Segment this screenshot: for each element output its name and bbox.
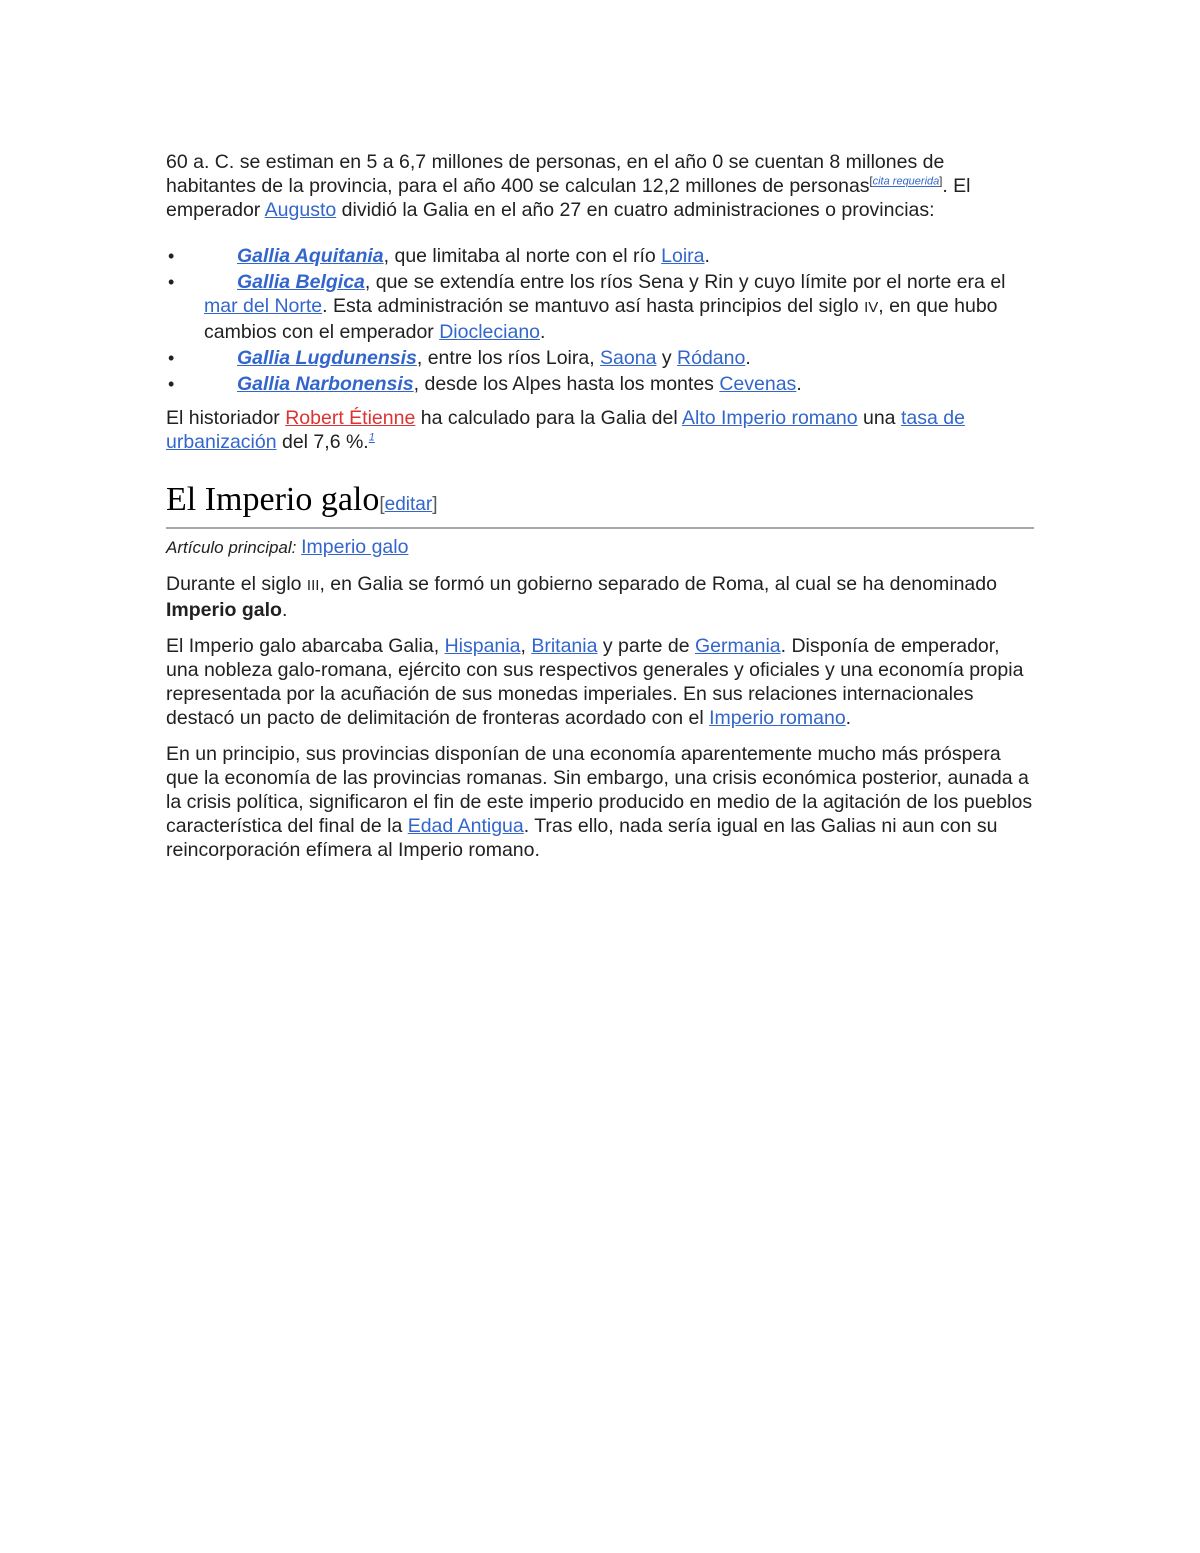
paragraph-formation [166,572,1034,622]
paragraph-text: El Imperio galo abarcaba Galia, [166,635,445,657]
citation-needed: [cita requerida] [869,175,943,188]
paragraph-text: Durante el siglo [166,573,307,595]
paragraph-text: , en Galia se formó un gobierno separado de Roma, al cual se ha denominado [319,573,997,595]
edit-link[interactable]: editar [384,494,433,515]
link-tasa-de-urbanizacion[interactable]: tasa de urbanización [166,407,965,453]
provinces-list [166,244,1034,396]
link-germania[interactable]: Germania [695,635,781,657]
century-numeral: III [306,577,320,594]
list-item [166,372,1034,396]
link-mar-del-norte[interactable]: mar del Norte [204,295,323,317]
list-item [166,346,1034,370]
list-text: , desde los Alpes hasta los montes [413,373,720,395]
link-gallia-narbonensis[interactable]: Gallia Narbonensis [237,373,414,395]
paragraph-text: . Disponía de emperador, una nobleza galo-romana, ejército con sus respectivos generales y oficiales y una economía propia representada por la acuñación de sus monedas imperiales. En sus relaciones internacionales destacó un pacto de delimitación de fronteras acordado con el [166,635,1024,729]
list-text: , que limitaba al norte con el río [383,245,662,267]
link-robert-etienne[interactable]: Robert Étienne [285,407,416,429]
link-rodano[interactable]: Ródano [677,347,746,369]
link-edad-antigua[interactable]: Edad Antigua [407,815,524,837]
edit-bracket: [ [379,494,385,515]
section-heading [166,480,1034,529]
link-alto-imperio-romano[interactable]: Alto Imperio romano [682,407,858,429]
link-gallia-aquitania[interactable]: Gallia Aquitania [237,245,384,267]
paragraph-text: una [857,407,901,429]
paragraph-text: y parte de [597,635,695,657]
century-numeral: IV [864,299,879,316]
list-text: . Esta administración se mantuvo así hasta principios del siglo [322,295,865,317]
link-gallia-belgica[interactable]: Gallia Belgica [237,271,365,293]
section-title: El Imperio galo [166,481,380,518]
citation-needed-link[interactable]: cita requerida [872,175,940,188]
list-text: . [745,347,751,369]
intro-text: dividió la Galia en el año 27 en cuatro administraciones o provincias: [336,199,935,221]
article-body [166,150,1034,874]
list-item [166,244,1034,268]
paragraph-text: El historiador [166,407,286,429]
edit-section [379,494,437,515]
list-text: . [540,321,546,343]
paragraph-text: . [281,599,288,621]
bold-term: Imperio galo [166,599,282,621]
bullet: • [168,374,175,394]
edit-bracket: ] [432,494,438,515]
link-diocleciano[interactable]: Diocleciano [439,321,541,343]
intro-text: 60 a. C. se estiman en 5 a 6,7 millones de personas, en el año 0 se cuentan 8 millones de habitantes de la provincia, para el año 400 se calculan 12,2 millones de personas [166,151,945,197]
paragraph-text: , [520,635,532,657]
link-augusto[interactable]: Augusto [264,199,337,221]
reference [369,432,375,444]
bullet: • [168,246,175,266]
paragraph-text: En un principio, sus provincias disponían de una economía aparentemente mucho más próspera que la economía de las provincias romanas. Sin embargo, una crisis económica posterior, aunada a la crisis política, significaron el fin de este imperio producido en medio de la agitación de los pueblos característica del final de la [166,743,1033,837]
hatnote [166,535,1034,560]
paragraph-text: ha calculado para la Galia del [415,407,682,429]
link-imperio-romano[interactable]: Imperio romano [709,707,846,729]
list-text: . [704,245,710,267]
link-gallia-lugdunensis[interactable]: Gallia Lugdunensis [237,347,417,369]
urbanization-paragraph [166,406,1034,454]
list-text: , que se extendía entre los ríos Sena y Rin y cuyo límite por el norte era el [364,271,1006,293]
link-britania[interactable]: Britania [531,635,598,657]
bullet: • [168,272,175,292]
reference-link[interactable]: 1 [368,431,375,444]
list-item [166,270,1034,344]
paragraph-text: . [845,707,852,729]
list-text: . [796,373,802,395]
intro-text: . El emperador [166,175,971,221]
list-text: , entre los ríos Loira, [416,347,601,369]
list-text: , en que hubo cambios con el emperador [204,295,998,343]
link-imperio-galo[interactable]: Imperio galo [301,536,409,558]
intro-paragraph [166,150,1034,222]
bullet: • [168,348,175,368]
paragraph-territory [166,634,1034,730]
link-loira[interactable]: Loira [661,245,705,267]
link-cevenas[interactable]: Cevenas [719,373,797,395]
hatnote-label: Artículo principal: [166,538,302,557]
link-saona[interactable]: Saona [600,347,657,369]
paragraph-economy [166,742,1034,862]
paragraph-text: del 7,6 %. [276,431,369,453]
paragraph-text: . Tras ello, nada sería igual en las Galias ni aun con su reincorporación efímera al Imperio romano. [166,815,998,861]
list-text: y [656,347,678,369]
link-hispania[interactable]: Hispania [444,635,521,657]
